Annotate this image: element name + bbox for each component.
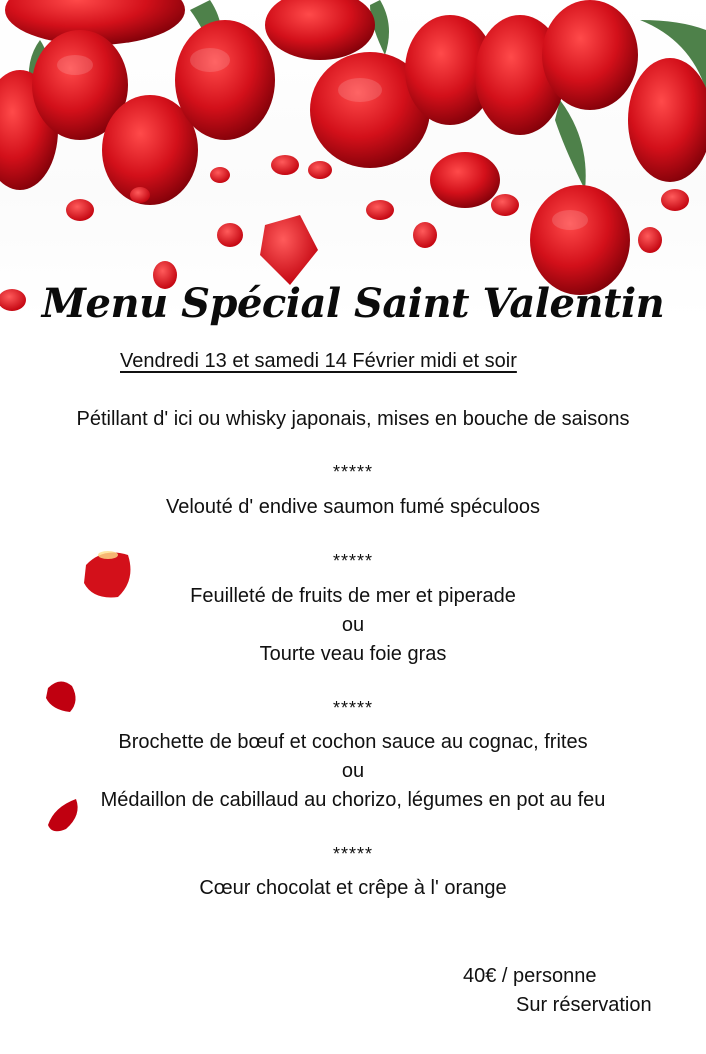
starter-line: Velouté d' endive saumon fumé spéculoos [165, 496, 541, 518]
aperitif-line: Pétillant d' ici ou whisky japonais, mises en bouche de saisons [76, 408, 630, 430]
main-option-2: Médaillon de cabillaud au chorizo, légumes en pot au feu [100, 789, 606, 811]
course-separator: ***** [332, 844, 374, 864]
menu-dates: Vendredi 13 et samedi 14 Février midi et soir [120, 350, 517, 372]
course-separator: ***** [332, 462, 374, 482]
course-separator: ***** [332, 698, 374, 718]
entree-option-2: Tourte veau foie gras [259, 643, 447, 665]
price-per-person: 40€ / personne [463, 965, 597, 987]
choice-or-label: ou [341, 760, 365, 782]
main-option-1: Brochette de bœuf et cochon sauce au cognac, frites [118, 731, 588, 753]
course-separator: ***** [332, 551, 374, 571]
roses-illustration [0, 0, 706, 320]
dessert-line: Cœur chocolat et crêpe à l' orange [199, 877, 507, 899]
roses-banner-image [0, 0, 706, 320]
entree-option-1: Feuilleté de fruits de mer et piperade [190, 585, 516, 607]
menu-title: Menu Spécial Saint Valentin [41, 280, 665, 327]
choice-or-label: ou [341, 614, 365, 636]
reservation-note: Sur réservation [516, 994, 652, 1016]
